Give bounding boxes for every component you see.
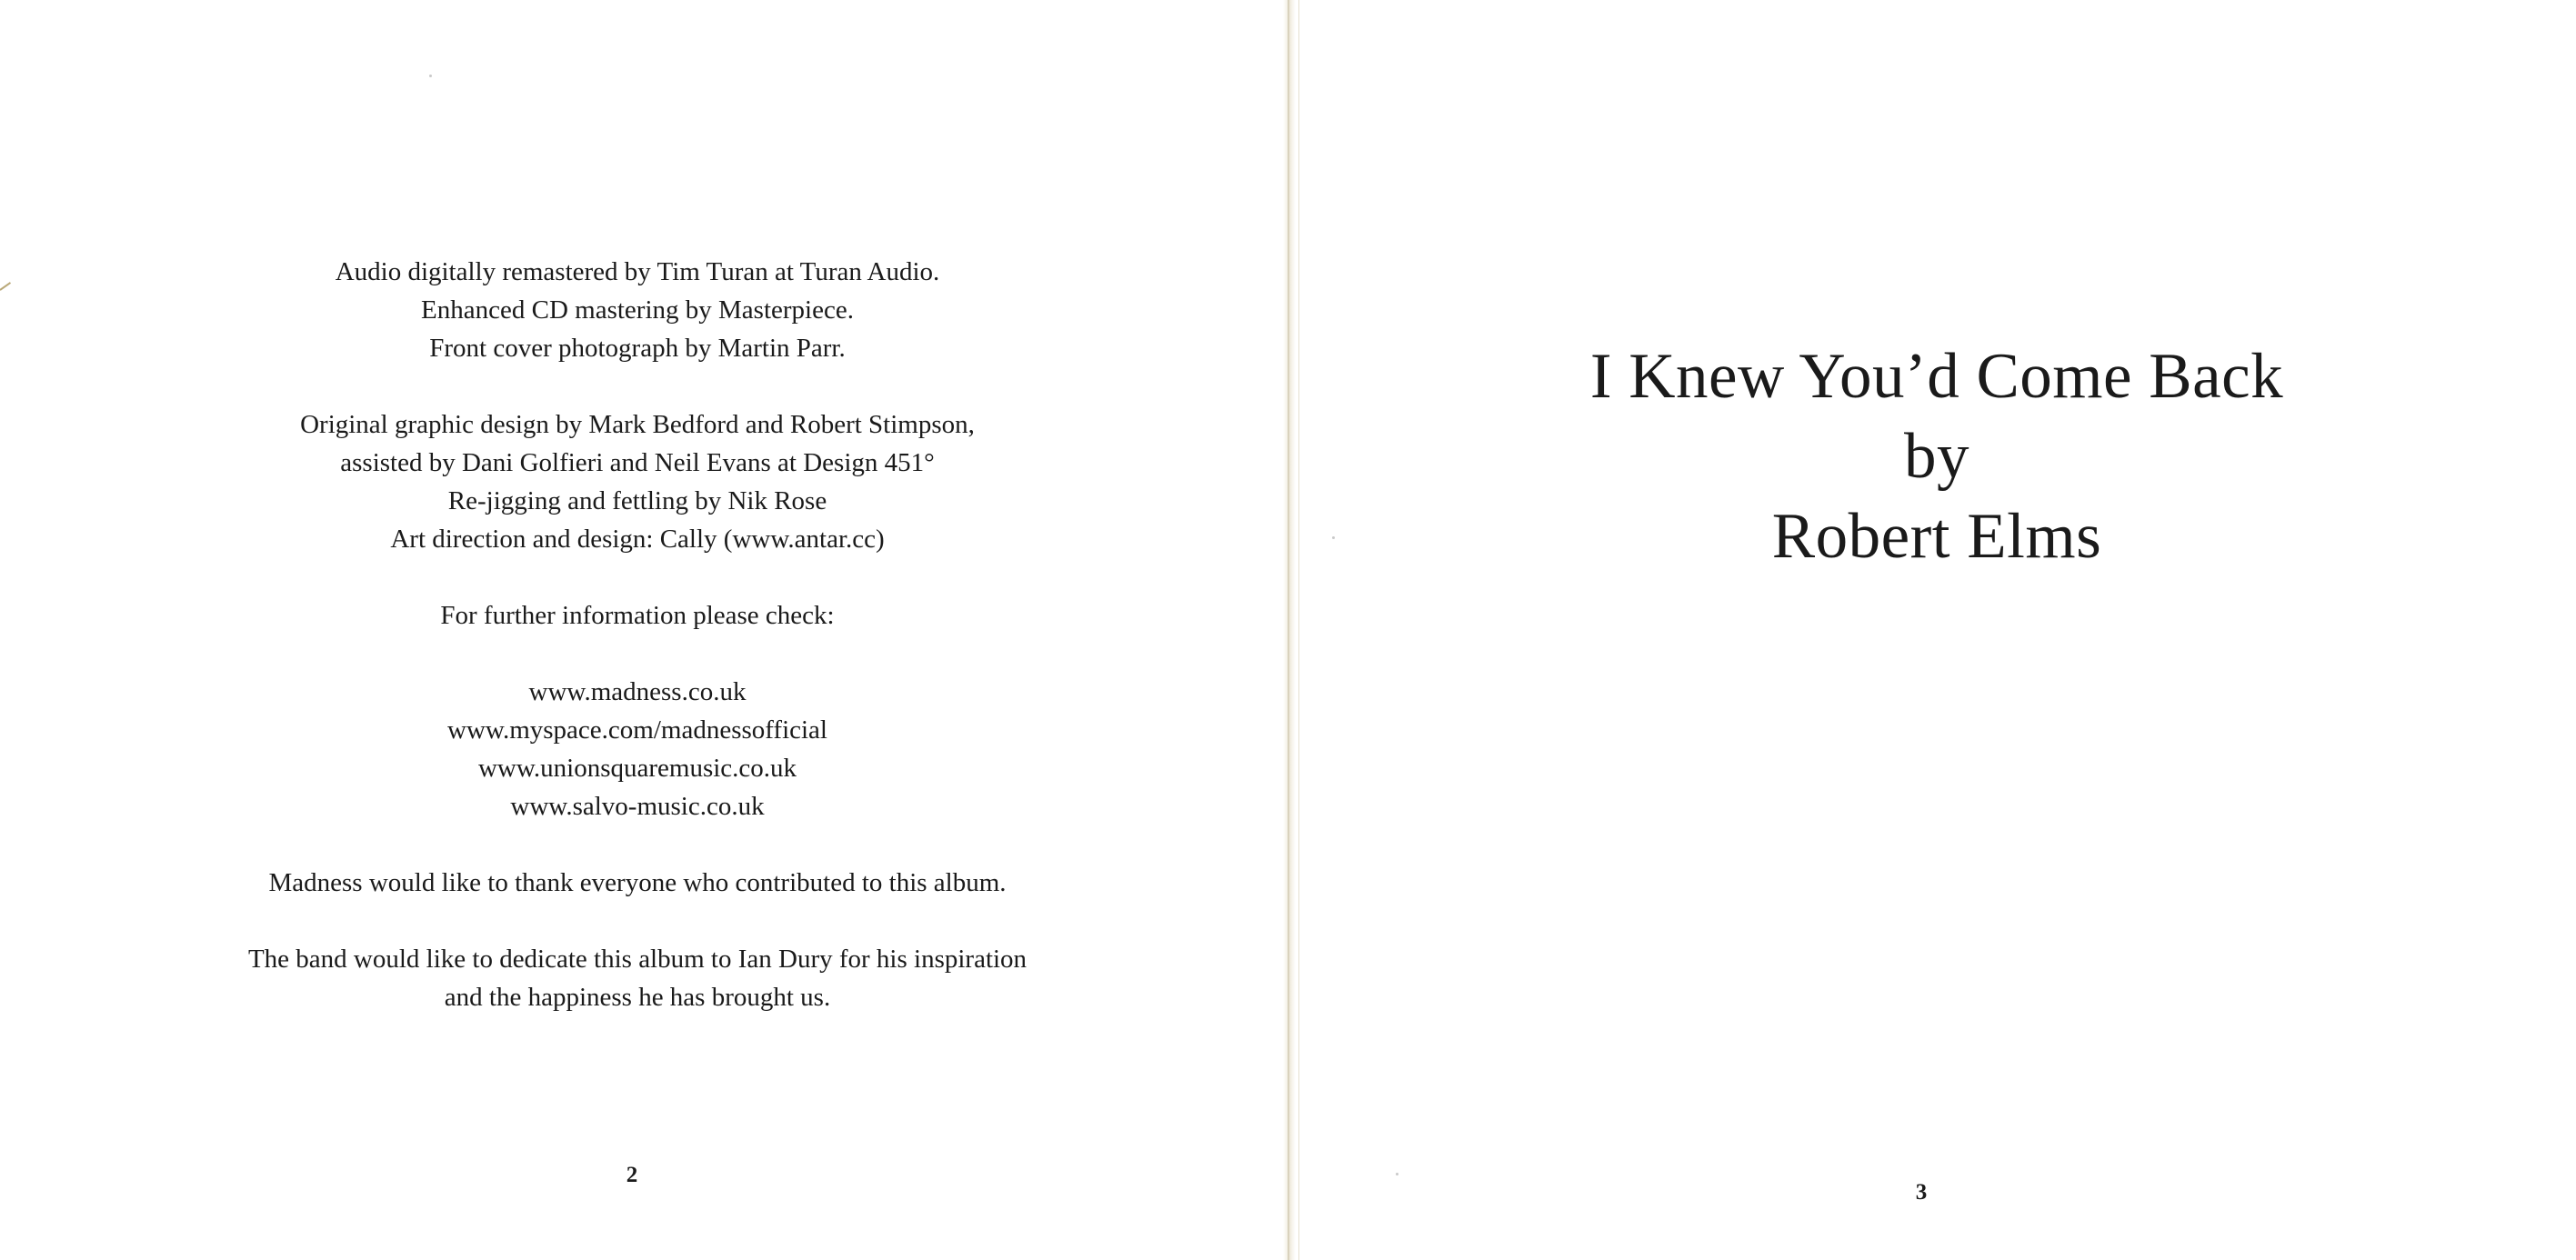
- credit-line-rejigging: Re-jigging and fettling by Nik Rose: [447, 486, 827, 515]
- essay-author: Robert Elms: [1771, 501, 2102, 572]
- further-info-line: For further information please check:: [440, 601, 835, 630]
- right-page: [1296, 0, 2576, 1260]
- dedication-line-2: and the happiness he has brought us.: [444, 983, 831, 1012]
- spacer: [127, 635, 1148, 673]
- paper-speck: [1396, 1173, 1398, 1175]
- spacer: [127, 902, 1148, 940]
- spine-fold-line: [1288, 0, 1289, 1260]
- essay-title-by: by: [1904, 421, 1970, 492]
- paper-speck: [429, 75, 432, 77]
- spacer: [127, 558, 1148, 596]
- credits-block: [127, 253, 1148, 1016]
- dedication-line-1: The band would like to dedicate this album to Ian Dury for his inspiration: [247, 945, 1027, 974]
- website-unionsquare: www.unionsquaremusic.co.uk: [477, 754, 797, 783]
- credit-line-cover-photo: Front cover photograph by Martin Parr.: [429, 334, 846, 363]
- paper-speck: [1332, 536, 1335, 539]
- page-number-right: 3: [1915, 1180, 1928, 1205]
- website-myspace: www.myspace.com/madnessofficial: [447, 715, 827, 745]
- credit-line-remaster: Audio digitally remastered by Tim Turan at Turan Audio.: [335, 257, 940, 286]
- spacer: [127, 825, 1148, 864]
- website-madness: www.madness.co.uk: [528, 677, 747, 706]
- essay-title: [1491, 336, 2382, 576]
- credit-line-enhanced-cd: Enhanced CD mastering by Masterpiece.: [421, 295, 854, 325]
- left-page: [0, 0, 1283, 1260]
- spacer: [127, 367, 1148, 405]
- website-salvo: www.salvo-music.co.uk: [510, 792, 765, 821]
- credit-line-art-direction: Art direction and design: Cally (www.antar.cc): [390, 525, 885, 554]
- page-number-left: 2: [626, 1163, 638, 1187]
- credit-line-graphic-design: Original graphic design by Mark Bedford and Robert Stimpson,: [300, 410, 975, 439]
- paper-edge-mark: [0, 282, 11, 291]
- thanks-line: Madness would like to thank everyone who contributed to this album.: [268, 868, 1007, 897]
- spine-gutter: [1283, 0, 1296, 1260]
- credit-line-assisted-by: assisted by Dani Golfieri and Neil Evans at Design 451°: [340, 448, 935, 477]
- essay-title-line-1: I Knew You’d Come Back: [1589, 341, 2284, 412]
